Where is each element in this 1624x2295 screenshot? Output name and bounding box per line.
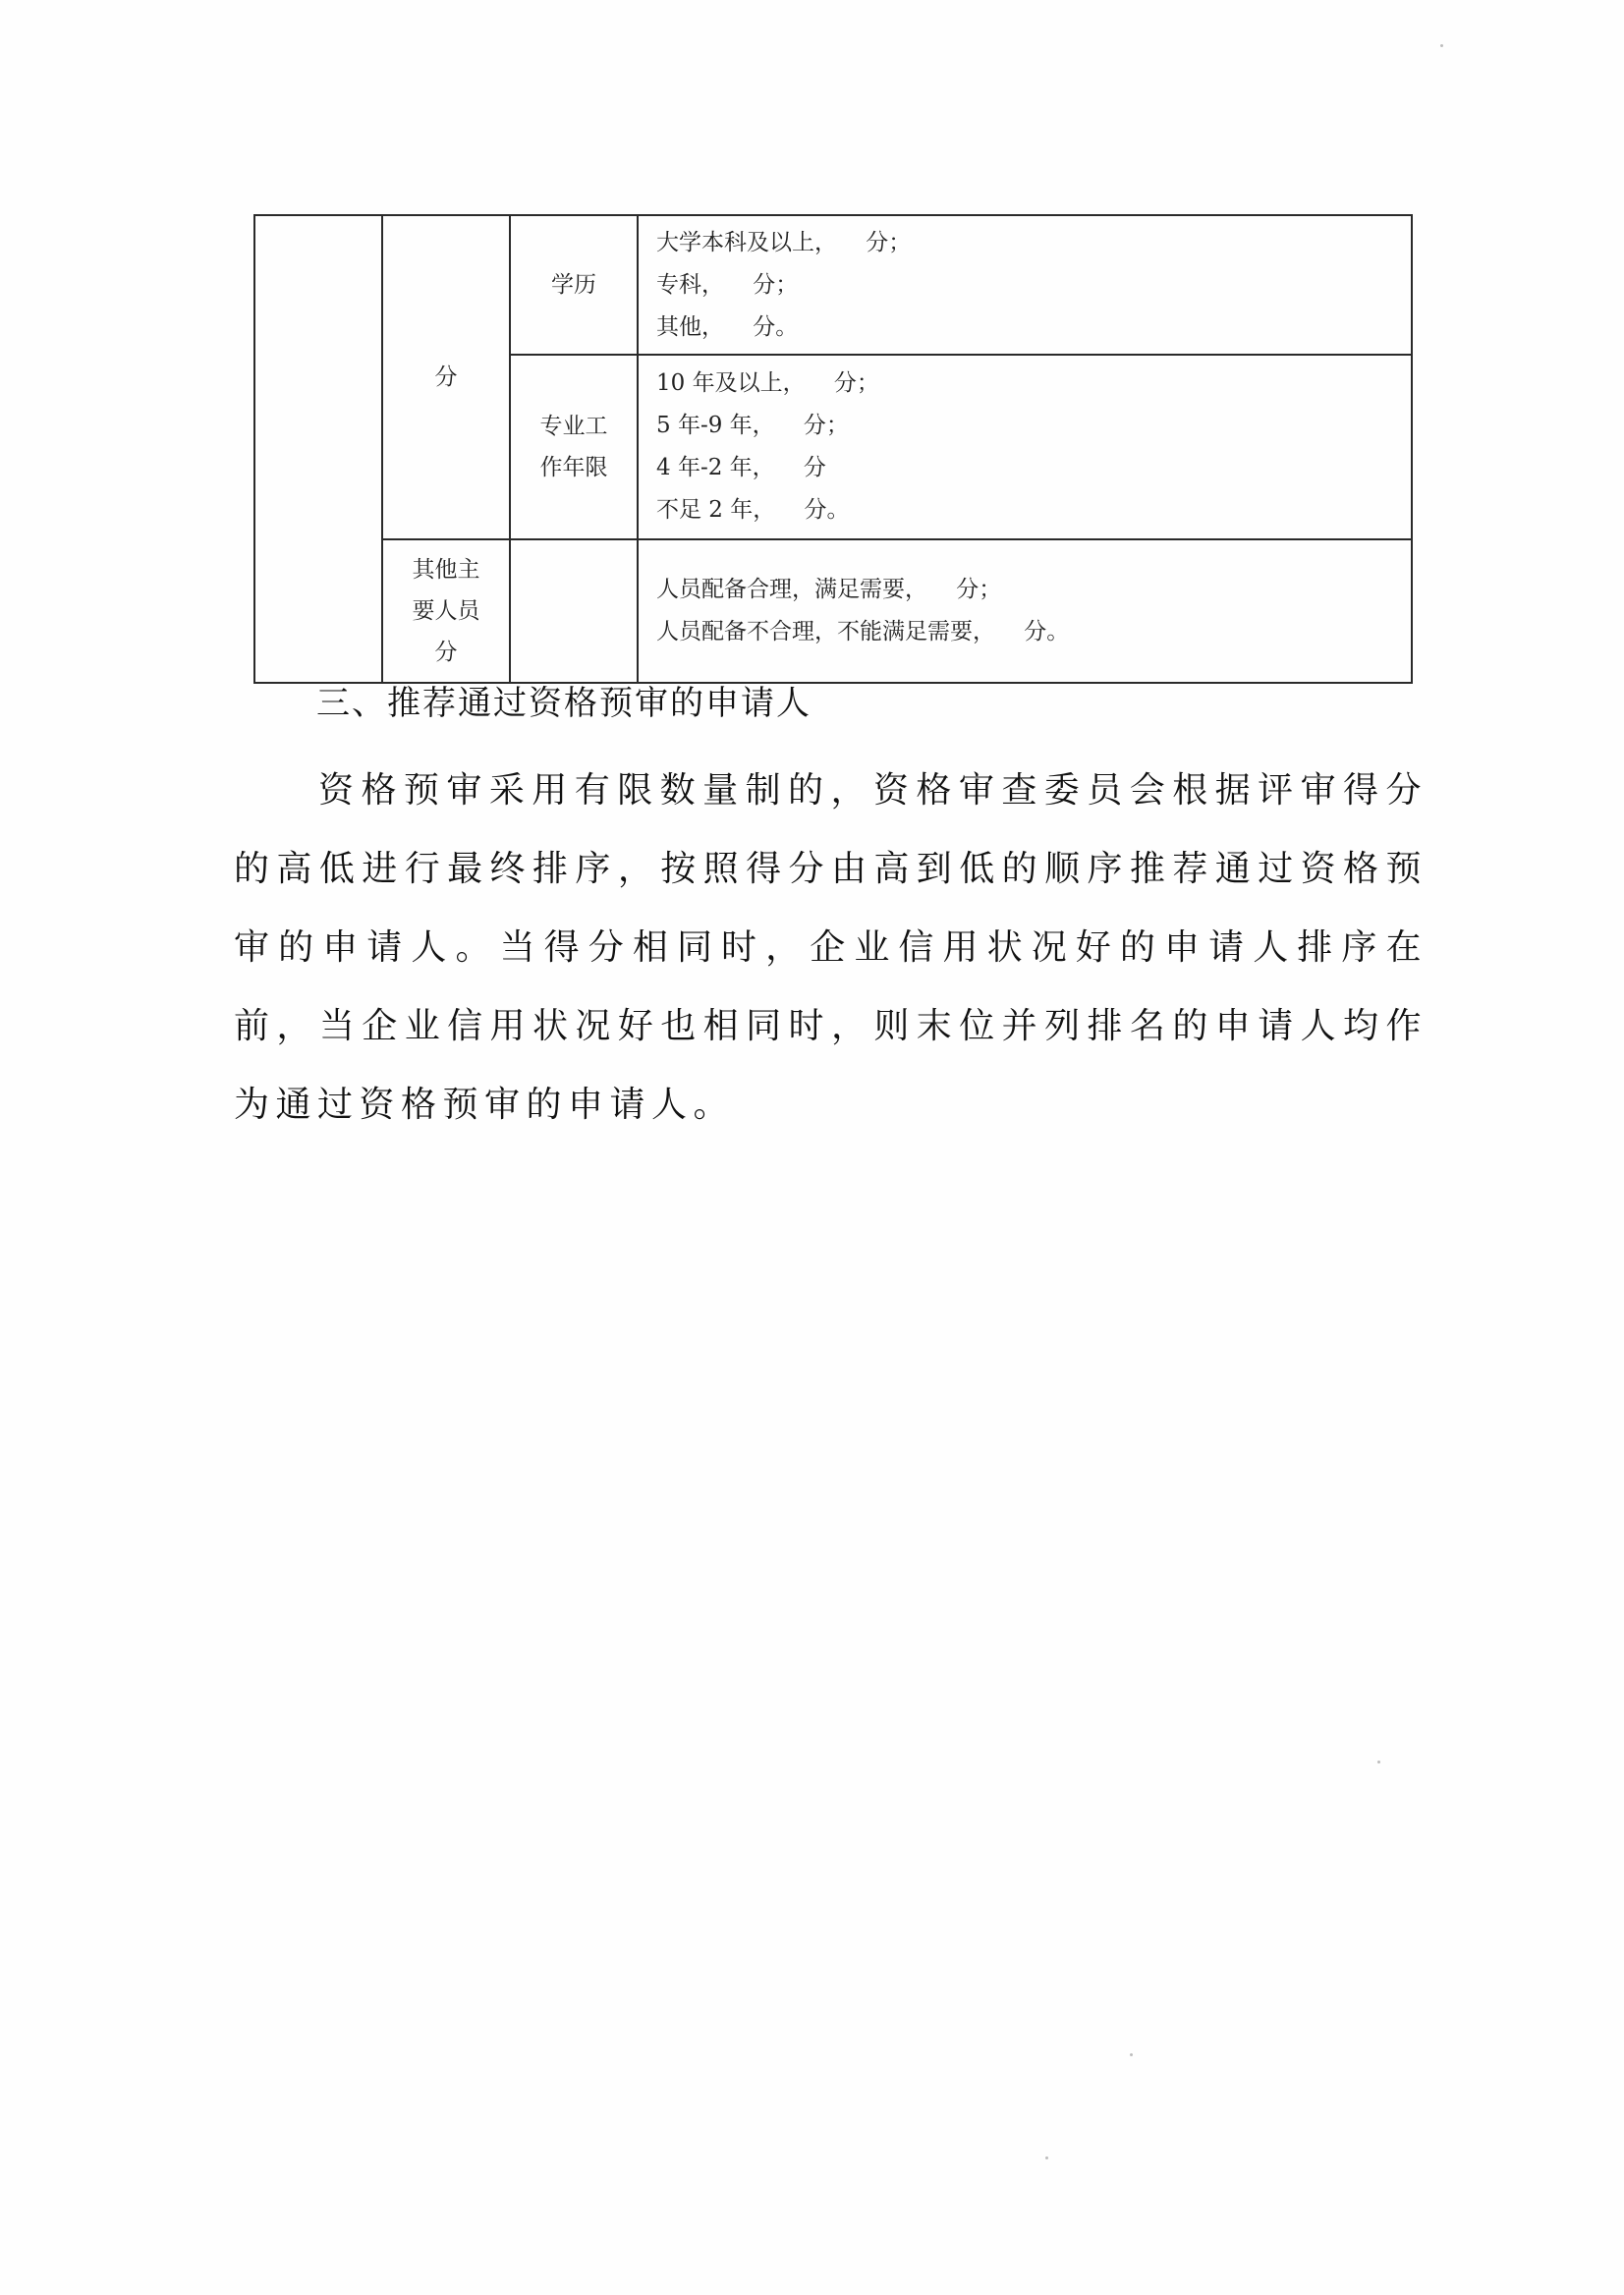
- option-line: 其他， 分。: [656, 313, 799, 340]
- score-label: 分: [434, 364, 458, 390]
- table-cell-empty: [254, 215, 382, 683]
- table-cell-empty: [510, 539, 638, 683]
- option-line: 不足 2 年， 分。: [656, 497, 850, 523]
- scan-speck: [1377, 1761, 1380, 1763]
- table-cell-education: [510, 215, 638, 355]
- option-line: 大学本科及以上， 分；: [656, 229, 912, 255]
- option-line: 人员配备不合理，不能满足需要， 分。: [656, 619, 1070, 644]
- table-cell-work-years: [510, 355, 638, 539]
- scan-speck: [1045, 2156, 1048, 2159]
- body-paragraph: 资格预审采用有限数量制的，资格审查委员会根据评审得分的高低进行最终排序，按照得分由高到低的顺序推荐通过资格预审的申请人。当得分相同时，企业信用状况好的申请人排序在前，当企业信用状况好也相同时，则末位并列排名的申请人均作为通过资格预审的申请人。: [234, 770, 1428, 1125]
- other-staff-label-line: 其他主: [412, 557, 480, 583]
- table-cell-score-label: [382, 215, 510, 539]
- table-cell-other-staff-options: [638, 539, 1412, 683]
- table-row: [254, 215, 1412, 355]
- option-line: 5 年-9 年， 分；: [656, 413, 849, 438]
- option-line: 10 年及以上， 分；: [656, 370, 879, 396]
- scan-speck: [1130, 2053, 1133, 2056]
- scoring-table: [253, 214, 1413, 684]
- other-staff-label-line: 要人员: [412, 598, 480, 624]
- other-staff-label-line: 分: [434, 640, 458, 665]
- work-years-label-line: 专业工: [539, 414, 608, 439]
- option-line: 人员配备合理，满足需要， 分；: [656, 577, 1002, 602]
- option-line: 专科， 分；: [656, 271, 799, 298]
- table-cell-other-staff: [382, 539, 510, 683]
- table-cell-work-years-options: [638, 355, 1412, 539]
- table-cell-education-options: [638, 215, 1412, 355]
- table-row: [254, 539, 1412, 683]
- work-years-label-line: 作年限: [539, 455, 608, 480]
- scan-speck: [1440, 44, 1443, 47]
- section-heading: 三、推荐通过资格预审的申请人: [316, 684, 812, 723]
- option-line: 4 年-2 年， 分: [656, 455, 826, 480]
- education-label: 学历: [551, 272, 596, 298]
